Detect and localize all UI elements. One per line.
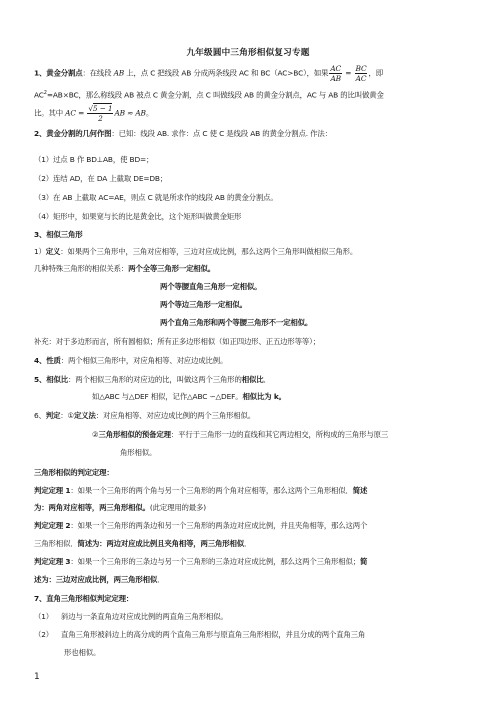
text: ：对应角相等、对应边成比例的两个三角形相似。 — [95, 411, 256, 420]
fraction-bc-ac — [355, 64, 368, 83]
theorem-label: 判定定理 1 — [34, 486, 71, 495]
construction-step-4: （4）矩形中，如果宽与长的比是黄金比，这个矩形叫做黄金矩形 — [34, 212, 242, 221]
ratio-line-2 — [92, 392, 286, 402]
text: ：如果一个三角形的两条边和另一个三角形的两条边对应成比例，并且夹角相等，那么这两个 — [70, 521, 368, 530]
supplement-line: 补充：对于多边形而言，所有圆相似；所有正多边形相似（如正四边形、正五边形等等）； — [34, 337, 320, 346]
text: 相似比为 k。 — [242, 392, 286, 401]
equals-sign: = — [75, 108, 87, 118]
text: 斜边与一条直角边对应成比例的两直角三角形相似。 — [61, 612, 228, 621]
golden-point-line-2 — [34, 88, 384, 100]
property-label: 性质 — [46, 356, 61, 365]
criteria-label: 判定 — [45, 411, 61, 420]
text: ：平行于三角形一边的直线和其它两边相交，所构成的三角形与原三 — [170, 430, 389, 439]
text: ：如果一个三角形的三条边与另一个三角形的三条边对应成比例，那么这两个三角形相似； — [70, 557, 361, 566]
text: 直角三角形被斜边上的高分成的两个直角三角形与原直角三角形相似，并且分成的两个直角三角 — [61, 630, 366, 639]
criteria-line-1 — [34, 411, 255, 421]
section-number: 5、 — [34, 375, 47, 384]
text: ：如果两个三角形中，三角对应相等，三边对应成比例，那么这两个三角形叫做相似三角形。 — [60, 247, 358, 256]
theorem-2-line-2 — [34, 539, 251, 549]
theorem-label: 判定定理 2 — [34, 521, 71, 530]
text: 定义法 — [74, 411, 96, 420]
golden-point-label: 黄金分割点 — [46, 68, 83, 78]
golden-point-line-1 — [34, 64, 383, 83]
text: 相似比 — [241, 375, 264, 384]
text: 几种特殊三角形的相似关系： — [34, 264, 129, 273]
math-symbol: AB — [114, 108, 125, 118]
radicand: 5 − 1 — [92, 104, 113, 113]
golden-construction-line — [34, 129, 332, 139]
text: ，即 — [368, 68, 383, 78]
text: 如△ABC 与△DEF 相似，记作△ABC ∽△DEF。 — [92, 392, 243, 401]
special-relation-3: 两个等边三角形一定相似。 — [160, 300, 247, 309]
sqrt-icon: √ — [88, 104, 93, 113]
text: 。 — [145, 108, 154, 118]
item-number: （2） — [34, 630, 54, 639]
fraction-denominator: AC — [355, 74, 367, 83]
fraction-ac-ab — [329, 64, 342, 83]
item-number: （1） — [34, 612, 54, 621]
approx-sign: ≈ — [124, 108, 136, 118]
theorem-3-line-1 — [34, 557, 367, 567]
text: 为：两角对应相等，两三角形相似。 — [34, 503, 150, 512]
text: AC — [34, 90, 44, 100]
text: 三角形相似的预备定理 — [98, 430, 171, 439]
special-relations-line — [34, 264, 215, 274]
golden-point-line-3 — [34, 104, 153, 123]
text: ：如果一个三角形的两个角与另一个三角形的两个角对应相等，那么这两个三角形相似． — [70, 486, 353, 495]
construction-step-1: （1）过点 B 作 BD⊥AB，使 BD=； — [34, 155, 154, 164]
construction-step-2: （2）连结 AD，在 DA 上截取 DE=DB； — [34, 174, 168, 183]
right-triangle-item-2-cont: 形也相似。 — [64, 648, 101, 657]
special-relation-4: 两个直角三角形和两个等腰三角形不一定相似。 — [160, 318, 313, 327]
fraction-numerator: AC — [330, 64, 342, 73]
item-number: 1） — [34, 247, 46, 256]
section-number: 4、 — [34, 356, 47, 365]
text: 述为：三边对应成比例，两三角形相似 — [34, 575, 158, 584]
text: ． — [244, 539, 252, 548]
construction-step-3: （3）在 AB 上截取 AC=AE，则点 C 就是所求作的线段 AB 的黄金分割点。 — [34, 193, 278, 202]
text: ：两个相似三角形的对应边的比，叫做这两个三角形的 — [67, 375, 242, 384]
right-triangle-item-1 — [34, 612, 228, 622]
fraction-numerator — [87, 104, 113, 114]
fraction-golden-ratio — [87, 104, 113, 123]
ratio-label: 相似比 — [46, 375, 68, 384]
page-number: 1 — [34, 672, 40, 682]
theorem-1-line-1 — [34, 486, 367, 496]
special-relation-1: 两个全等三角形一定相似。 — [128, 264, 216, 273]
text: ：① — [60, 411, 74, 420]
theorem-2-line-1 — [34, 521, 367, 531]
theorem-1-line-2 — [34, 503, 206, 513]
equals-sign: = — [343, 68, 354, 78]
text: 简 — [360, 557, 368, 566]
superscript: 2 — [43, 90, 47, 96]
page-title: 九年级圆中三角形相似复习专题 — [186, 48, 310, 58]
text: 三角形相似． — [34, 539, 78, 548]
ratio-line-1 — [34, 375, 271, 385]
section-number: 2、 — [34, 129, 47, 138]
math-symbol: AC — [65, 108, 76, 118]
text: 简述为：两边对应成比例且夹角相等，两三角形相似 — [77, 539, 244, 548]
text: 上，点 C 把线段 AB 分成两条线段 AC 和 BC（AC>BC），如果 — [124, 68, 329, 78]
right-triangle-heading: 7、直角三角形相似判定定理： — [34, 594, 134, 603]
similar-triangles-heading: 3、相似三角形 — [34, 230, 83, 239]
definition-line — [34, 247, 357, 257]
special-relation-2: 两个等腰直角三角形一定相似。 — [160, 282, 262, 291]
segment-label: AB — [113, 68, 125, 78]
theorems-heading: 三角形相似的判定定理： — [34, 468, 114, 477]
fraction-denominator: 2 — [98, 114, 103, 123]
fraction-denominator: AB — [330, 74, 341, 83]
section-number: 6、 — [34, 411, 46, 420]
definition-label: 定义 — [45, 247, 61, 256]
text: ② — [92, 430, 99, 439]
theorem-label: 判定定理 3 — [34, 557, 71, 566]
construction-label: 黄金分割的几何作图 — [46, 129, 112, 138]
text: 简述 — [352, 486, 368, 495]
criteria-line-3: 角形相似。 — [120, 448, 157, 457]
text: ：两个相似三角形中，对应角相等、对应边成比例。 — [60, 356, 228, 365]
text: =AB×BC，那么称线段 AB 被点 C 黄金分割，点 C 叫做线段 AB 的黄金分割点，AC 与 AB 的比叫做黄金 — [46, 90, 384, 100]
property-line — [34, 356, 227, 366]
text: ． — [263, 375, 271, 384]
criteria-line-2 — [92, 430, 388, 440]
text: ：在线段 — [82, 68, 114, 78]
text: ：已知：线段 AB. 求作：点 C 使 C 是线段 AB 的黄金分割点. 作法： — [111, 129, 332, 138]
text: 比。其中 — [34, 108, 66, 118]
math-symbol: AB — [135, 108, 146, 118]
right-triangle-item-2 — [34, 630, 365, 640]
text: (此定理用的最多) — [149, 503, 207, 512]
text: ． — [157, 575, 165, 584]
theorem-3-line-2 — [34, 575, 164, 585]
section-number: 1、 — [34, 68, 47, 78]
fraction-numerator: BC — [355, 64, 367, 73]
